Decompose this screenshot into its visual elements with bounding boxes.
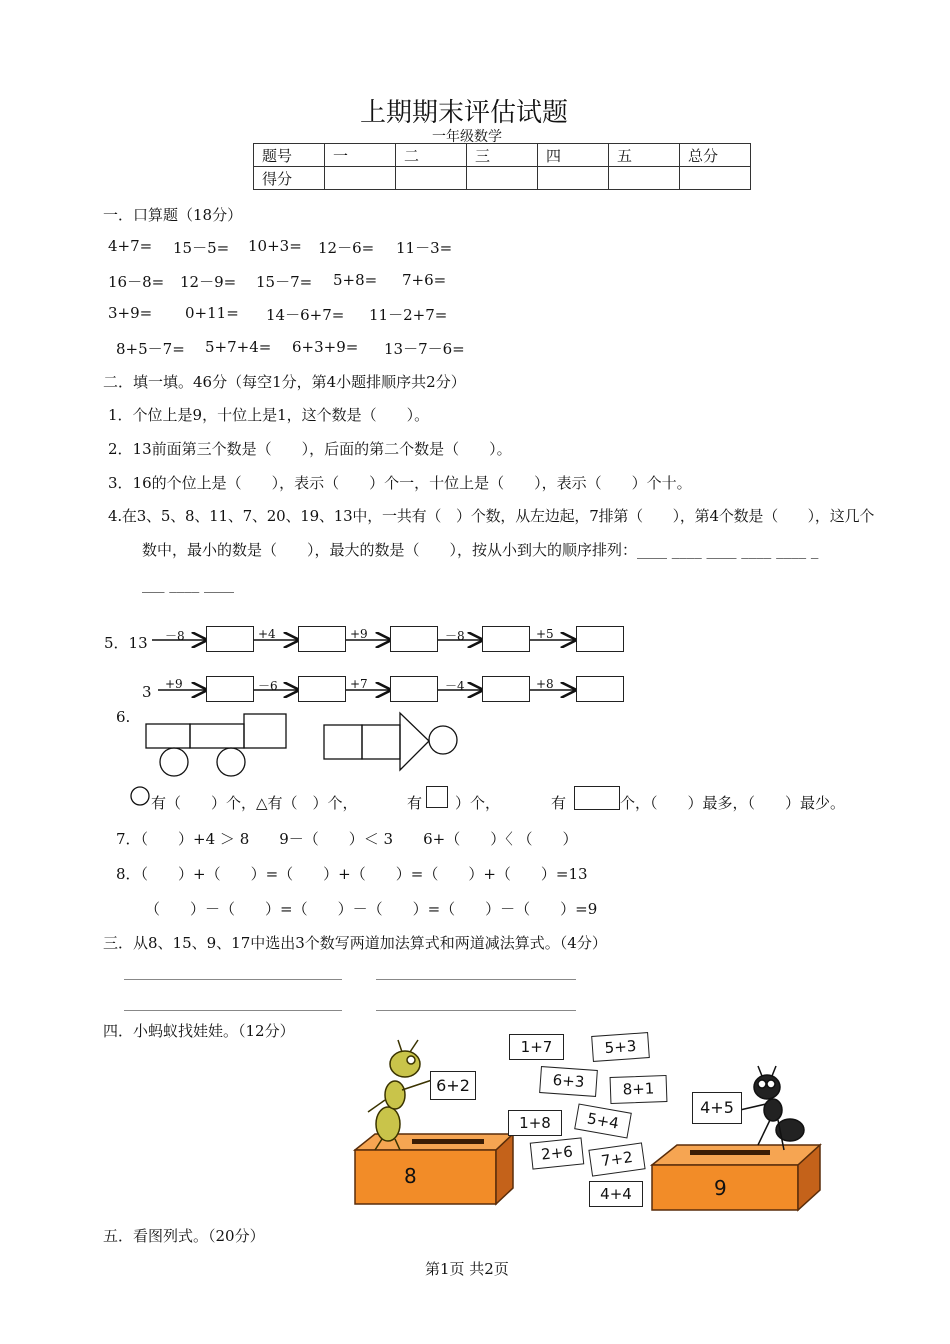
q6-text: 有 xyxy=(551,794,567,812)
question-3: 3．16的个位上是（ ），表示（ ）个一，十位上是（ ），表示（ ）个十。 xyxy=(108,474,692,492)
math-item: 11－2+7= xyxy=(369,306,448,324)
math-item: 10+3= xyxy=(248,237,302,255)
q6-text: ）个， xyxy=(455,794,501,812)
math-item: 13－7－6= xyxy=(384,340,465,358)
black-ant-figure xyxy=(740,1066,804,1150)
page-title: 上期期末评估试题 xyxy=(360,98,569,128)
math-item: 8+5－7= xyxy=(116,340,185,358)
math-item: 12－6= xyxy=(318,239,375,257)
op-label: －8 xyxy=(165,629,185,643)
math-item: 6+3+9= xyxy=(292,338,359,356)
question-4-line3: ___ ____ ____ xyxy=(142,575,235,593)
math-item: 15－5= xyxy=(173,239,230,257)
math-item: 11－3= xyxy=(396,239,453,257)
question-8-line1: 8．（ ）+（ ）=（ ）+（ ）=（ ）+（ ）=13 xyxy=(116,865,588,883)
op-label: －8 xyxy=(445,629,465,643)
q6-text: 有（ ）个，△有（ ）个， xyxy=(151,794,358,812)
right-box xyxy=(652,1145,820,1210)
expression-card[interactable]: 1+7 xyxy=(509,1034,564,1060)
expression-card[interactable]: 7+2 xyxy=(588,1142,645,1176)
question-8-line2: （ ）－（ ）=（ ）－（ ）=（ ）－（ ）=9 xyxy=(145,900,598,918)
section3-heading: 三．从8、15、9、17中选出3个数写两道加法算式和两道减法算式。（4分） xyxy=(103,934,607,952)
expression-card[interactable]: 2+6 xyxy=(530,1137,585,1169)
math-item: 5+8= xyxy=(333,271,378,289)
math-item: 0+11= xyxy=(185,304,239,322)
page-subtitle: 一年级数学 xyxy=(432,129,502,145)
math-item: 16－8= xyxy=(108,273,165,291)
expression-card[interactable]: 4+4 xyxy=(589,1181,643,1207)
op-label: +8 xyxy=(536,677,554,691)
score-cell: 得分 xyxy=(254,167,325,190)
q5-row2-start: 3 xyxy=(142,683,152,701)
math-item: 14－6+7= xyxy=(266,306,345,324)
q6-text: 有 xyxy=(407,794,423,812)
math-item: 15－7= xyxy=(256,273,313,291)
section1-heading: 一．口算题（18分） xyxy=(103,206,243,224)
left-ant-sign: 6+2 xyxy=(430,1071,476,1100)
score-cell: 三 xyxy=(467,144,538,167)
expression-card[interactable]: 5+4 xyxy=(574,1104,632,1139)
expression-card[interactable]: 1+8 xyxy=(508,1110,562,1136)
math-item: 7+6= xyxy=(402,271,447,289)
score-cell: 一 xyxy=(325,144,396,167)
score-cell: 五 xyxy=(609,144,680,167)
op-label: +9 xyxy=(350,627,368,641)
q6-text: 个，（ ）最多，（ ）最少。 xyxy=(620,794,846,812)
q5-label: 5．13 xyxy=(104,634,148,652)
op-label: －6 xyxy=(258,679,278,693)
right-ant-sign: 4+5 xyxy=(692,1092,742,1124)
question-4-line2: 数中，最小的数是（ ），最大的数是（ ），按从小到大的顺序排列：____ ____ ____ ____ ____ _ xyxy=(142,541,819,559)
question-4-line1: 4.在3、5、8、11、7、20、19、13中，一共有（ ）个数，从左边起，7排第（ ），第4个数是（ ），这几个 xyxy=(108,507,875,525)
score-cell: 四 xyxy=(538,144,609,167)
left-box-number: 8 xyxy=(404,1164,417,1188)
score-cell: 总分 xyxy=(680,144,751,167)
page-footer: 第1页 共2页 xyxy=(425,1260,509,1278)
section5-heading: 五．看图列式。（20分） xyxy=(103,1227,265,1245)
question-7: 7．（ ）+4 ＞ 8 9－（ ）＜ 3 6+（ ）〈 （ ） xyxy=(116,830,578,848)
expression-card[interactable]: 8+1 xyxy=(610,1075,668,1104)
op-label: +4 xyxy=(258,627,276,641)
question-1: 1．个位上是9，十位上是1，这个数是（ ）。 xyxy=(108,406,430,424)
section4-heading: 四．小蚂蚁找娃娃。（12分） xyxy=(103,1022,295,1040)
op-label: +9 xyxy=(165,677,183,691)
op-label: －4 xyxy=(445,679,465,693)
math-item: 12－9= xyxy=(180,273,237,291)
op-label: +5 xyxy=(536,627,554,641)
section2-heading: 二．填一填。46分（每空1分，第4小题排顺序共2分） xyxy=(103,373,466,391)
right-box-number: 9 xyxy=(714,1176,727,1200)
q6-label: 6. xyxy=(116,708,131,726)
score-cell: 题号 xyxy=(254,144,325,167)
expression-card[interactable]: 6+3 xyxy=(539,1066,598,1097)
expression-card[interactable]: 5+3 xyxy=(591,1032,650,1062)
math-item: 3+9= xyxy=(108,304,153,322)
question-2: 2．13前面第三个数是（ ），后面的第二个数是（ ）。 xyxy=(108,440,512,458)
math-item: 4+7= xyxy=(108,237,153,255)
score-cell: 二 xyxy=(396,144,467,167)
math-item: 5+7+4= xyxy=(205,338,272,356)
op-label: +7 xyxy=(350,677,368,691)
